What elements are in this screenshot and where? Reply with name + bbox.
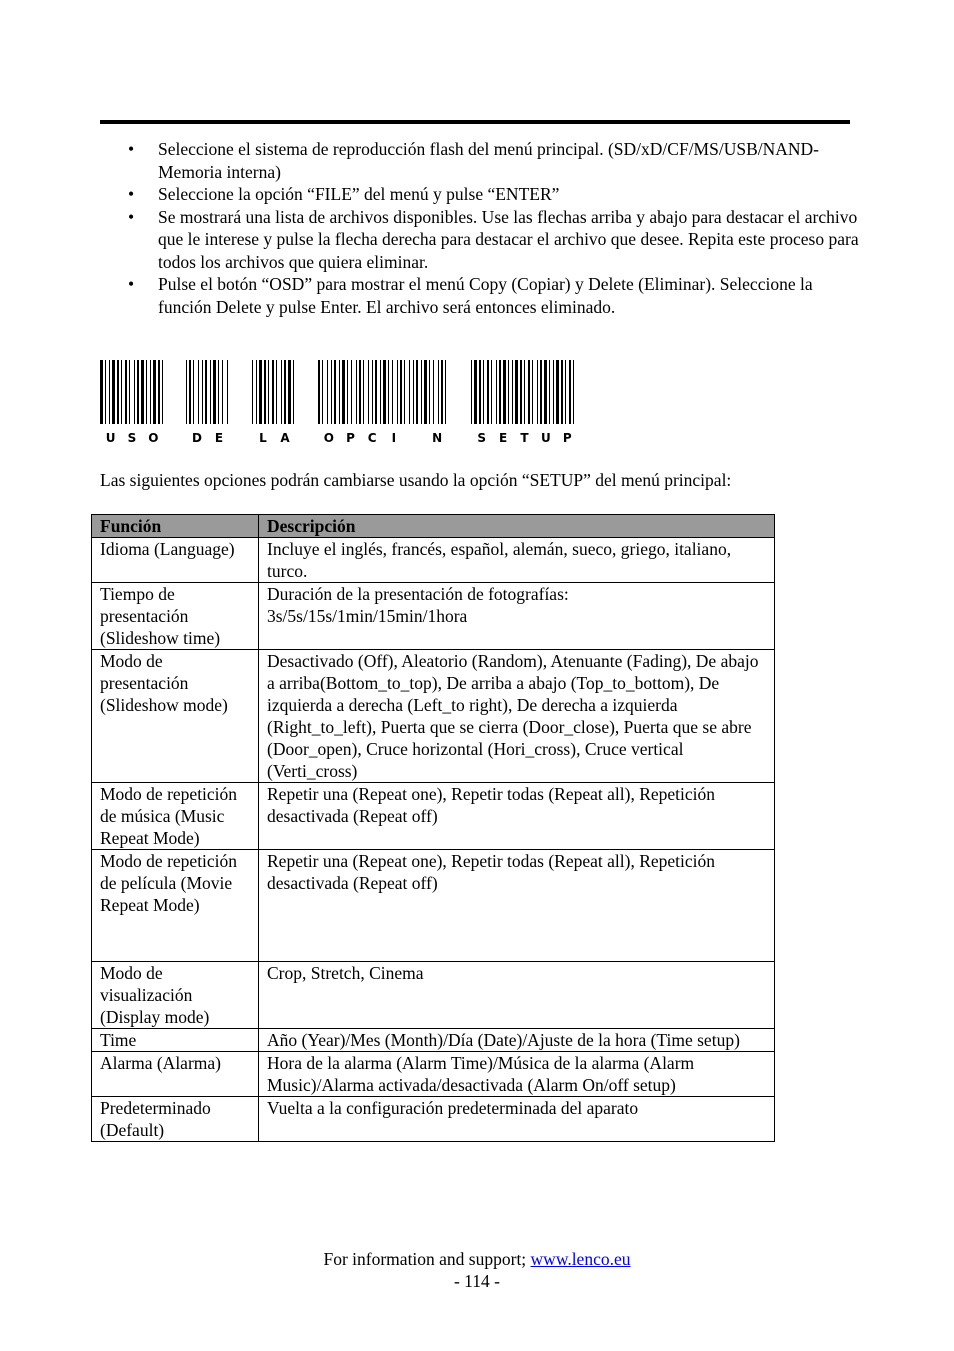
table-header-row bbox=[92, 515, 775, 538]
barcode-bar bbox=[508, 360, 509, 424]
barcode-bar bbox=[520, 360, 522, 424]
barcode-bar bbox=[524, 360, 525, 424]
table-row bbox=[92, 850, 775, 962]
description-cell: Año (Year)/Mes (Month)/Día (Date)/Ajuste de la hora (Time setup) bbox=[259, 1029, 775, 1052]
table-row bbox=[92, 1052, 775, 1097]
barcode-letter: U bbox=[541, 431, 551, 445]
barcode-bar bbox=[356, 360, 357, 424]
barcode-bar bbox=[499, 360, 501, 424]
barcode-bar bbox=[129, 360, 130, 424]
barcode-letter: P bbox=[346, 431, 355, 445]
barcode-bar bbox=[252, 360, 253, 424]
barcode-bar bbox=[528, 360, 530, 424]
barcode-bar bbox=[351, 360, 352, 424]
barcode-bar bbox=[276, 360, 277, 424]
barcode-letter: S bbox=[477, 431, 487, 445]
barcode-bar bbox=[342, 360, 345, 424]
barcode-bar bbox=[471, 360, 472, 424]
barcode-bar bbox=[565, 360, 566, 424]
barcode-bar bbox=[433, 360, 434, 424]
barcode-bar bbox=[549, 360, 550, 424]
bullet-icon: • bbox=[128, 139, 135, 159]
barcode-bar bbox=[503, 360, 506, 424]
barcode-bar bbox=[372, 360, 373, 424]
barcode-graphic bbox=[100, 358, 590, 448]
barcode-bar bbox=[375, 360, 377, 424]
barcode-bar bbox=[202, 360, 203, 424]
barcode-letter: A bbox=[280, 431, 290, 445]
support-link[interactable]: www.lenco.eu bbox=[530, 1249, 631, 1269]
list-item: • Se mostrará una lista de archivos disponibles. Use las flechas arriba y abajo para destacar el archivo que le interese y pulse la flecha derecha para destacar el archivo que desee. Repita este proceso para todos los archivos que quiera eliminar. bbox=[128, 206, 859, 272]
barcode-bar bbox=[105, 360, 106, 424]
barcode-bar bbox=[117, 360, 119, 424]
barcode-bar bbox=[210, 360, 211, 424]
list-item: • Seleccione el sistema de reproducción flash del menú principal. (SD/xD/CF/MS/USB/NAND-Memoria interna) bbox=[128, 139, 819, 182]
barcode-bar bbox=[227, 360, 228, 424]
barcode-bar bbox=[322, 360, 323, 424]
description-cell: Crop, Stretch, Cinema bbox=[259, 962, 775, 1029]
top-rule bbox=[100, 120, 850, 124]
table-row bbox=[92, 783, 775, 850]
list-item: • Seleccione la opción “FILE” del menú y pulse “ENTER” bbox=[128, 184, 560, 204]
function-cell: Time bbox=[92, 1029, 259, 1052]
barcode-bar bbox=[334, 360, 336, 424]
description-cell: Incluye el inglés, francés, español, alemán, sueco, griego, italiano, turco. bbox=[259, 538, 775, 583]
table-row bbox=[92, 583, 775, 650]
barcode-bar bbox=[383, 360, 386, 424]
barcode-bar bbox=[487, 360, 489, 424]
barcode-bar bbox=[268, 360, 269, 424]
barcode-bar bbox=[189, 360, 191, 424]
barcode-bar bbox=[429, 360, 430, 424]
barcode-bar bbox=[438, 360, 439, 424]
description-cell: Duración de la presentación de fotografías: 3s/5s/15s/1min/15min/1hora bbox=[259, 583, 775, 650]
barcode-bar bbox=[134, 360, 135, 424]
function-cell: Predeterminado (Default) bbox=[92, 1097, 259, 1142]
barcode-bar bbox=[256, 360, 257, 424]
instruction-list bbox=[100, 138, 860, 318]
barcode-letter: O bbox=[323, 431, 334, 445]
barcode-bar bbox=[288, 360, 291, 424]
barcode-letter: E bbox=[498, 431, 508, 445]
barcode-bar bbox=[213, 360, 216, 424]
barcode-letter: P bbox=[562, 431, 572, 445]
table-row bbox=[92, 650, 775, 783]
barcode-bar bbox=[474, 360, 477, 424]
column-header-description: Descripción bbox=[259, 515, 775, 538]
barcode-bar bbox=[205, 360, 207, 424]
barcode-bar bbox=[368, 360, 369, 424]
barcode-bar bbox=[125, 360, 127, 424]
barcode-bar bbox=[496, 360, 497, 424]
barcode-bar bbox=[281, 360, 282, 424]
support-line bbox=[0, 1248, 954, 1270]
barcode-bar bbox=[218, 360, 219, 424]
barcode-letter: T bbox=[520, 431, 529, 445]
barcode-bar bbox=[264, 360, 266, 424]
barcode-bar bbox=[331, 360, 332, 424]
barcode-bar bbox=[421, 360, 422, 424]
description-cell: Repetir una (Repeat one), Repetir todas (Repeat all), Repetición desactivada (Repeat off) bbox=[259, 783, 775, 850]
description-cell: Desactivado (Off), Aleatorio (Random), Atenuante (Fading), De abajo a arriba(Bottom_to_top), De arriba a abajo (Top_to_bottom), De izquierda a derecha (Left_to right), De derecha a izquierda (Right_to_left), Puerta que se cierra (Door_close), Puerta que se abre (Door_open), Cruce horizontal (Hori_cross), Cruce vertical (Verti_cross) bbox=[259, 650, 775, 783]
barcode-bar bbox=[400, 360, 402, 424]
barcode-bar bbox=[540, 360, 542, 424]
barcode-bar bbox=[569, 360, 571, 424]
barcode-bar bbox=[186, 360, 187, 424]
barcode-bar bbox=[363, 360, 364, 424]
barcode-bar bbox=[137, 360, 139, 424]
barcode-bar bbox=[515, 360, 518, 424]
barcode-bar bbox=[532, 360, 533, 424]
setup-options-table bbox=[91, 514, 775, 1142]
barcode-bar bbox=[339, 360, 340, 424]
barcode-bar bbox=[416, 360, 418, 424]
column-header-function: Función bbox=[92, 515, 259, 538]
barcode-letter: N bbox=[432, 431, 443, 445]
list-item: • Pulse el botón “OSD” para mostrar el menú Copy (Copiar) y Delete (Eliminar). Seleccione la función Delete y pulse Enter. El archivo será entonces eliminado. bbox=[128, 274, 813, 317]
barcode-bar bbox=[259, 360, 262, 424]
function-cell: Modo de presentación (Slideshow mode) bbox=[92, 650, 259, 783]
table-row bbox=[92, 1029, 775, 1052]
barcode-bar bbox=[573, 360, 574, 424]
intro-text: Las siguientes opciones podrán cambiarse usando la opción “SETUP” del menú principal: bbox=[100, 470, 732, 490]
function-cell: Idioma (Language) bbox=[92, 538, 259, 583]
barcode-bar bbox=[100, 360, 103, 424]
barcode-bar bbox=[479, 360, 481, 424]
barcode-letter: O bbox=[148, 431, 159, 445]
page-footer bbox=[0, 1248, 954, 1292]
barcode-bar bbox=[413, 360, 414, 424]
barcode-bar bbox=[318, 360, 320, 424]
barcode-bar bbox=[553, 360, 554, 424]
barcode-bar bbox=[380, 360, 381, 424]
barcode-bar bbox=[146, 360, 147, 424]
barcode-bar bbox=[158, 360, 160, 424]
barcode-bar bbox=[109, 360, 110, 424]
barcode-bar bbox=[483, 360, 484, 424]
barcode-bar bbox=[388, 360, 389, 424]
barcode-bar bbox=[537, 360, 538, 424]
description-cell: Vuelta a la configuración predeterminada del aparato bbox=[259, 1097, 775, 1142]
barcode-bar bbox=[409, 360, 410, 424]
barcode-bar bbox=[293, 360, 294, 424]
function-cell: Modo de visualización (Display mode) bbox=[92, 962, 259, 1029]
barcode-bar bbox=[284, 360, 286, 424]
bullet-icon: • bbox=[128, 206, 135, 227]
barcode-letter: C bbox=[367, 431, 377, 445]
barcode-bar bbox=[556, 360, 559, 424]
barcode-bar bbox=[441, 360, 443, 424]
barcode-bar bbox=[347, 360, 348, 424]
barcode-bar bbox=[112, 360, 115, 424]
barcode-bar bbox=[424, 360, 427, 424]
barcode-bar bbox=[150, 360, 151, 424]
barcode-bar bbox=[392, 360, 393, 424]
description-cell: Hora de la alarma (Alarm Time)/Música de la alarma (Alarm Music)/Alarma activada/desactivada (Alarm On/off setup) bbox=[259, 1052, 775, 1097]
page-number: - 114 - bbox=[453, 1271, 500, 1291]
barcode-bar bbox=[491, 360, 492, 424]
barcode-letter: E bbox=[214, 431, 224, 445]
barcode-bar bbox=[359, 360, 361, 424]
barcode-bar bbox=[153, 360, 156, 424]
table-row bbox=[92, 1097, 775, 1142]
barcode-bar bbox=[222, 360, 223, 424]
function-cell: Alarma (Alarma) bbox=[92, 1052, 259, 1097]
barcode-bar bbox=[272, 360, 274, 424]
barcode-letter: L bbox=[259, 431, 267, 445]
barcode-bar bbox=[162, 360, 163, 424]
barcode-bar bbox=[193, 360, 194, 424]
barcode-bar bbox=[544, 360, 547, 424]
table-row bbox=[92, 962, 775, 1029]
barcode-letter: I bbox=[391, 431, 397, 445]
barcode-bar bbox=[445, 360, 446, 424]
barcode-bar bbox=[397, 360, 398, 424]
function-cell: Modo de repetición de música (Music Repeat Mode) bbox=[92, 783, 259, 850]
table-row bbox=[92, 538, 775, 583]
barcode-bar bbox=[561, 360, 563, 424]
barcode-bar bbox=[198, 360, 199, 424]
barcode-bar bbox=[512, 360, 513, 424]
barcode-bar bbox=[121, 360, 122, 424]
barcode-bar bbox=[327, 360, 328, 424]
function-cell: Modo de repetición de película (Movie Repeat Mode) bbox=[92, 850, 259, 962]
description-cell: Repetir una (Repeat one), Repetir todas (Repeat all), Repetición desactivada (Repeat off) bbox=[259, 850, 775, 962]
section-heading-barcode bbox=[100, 358, 590, 448]
barcode-letter: D bbox=[192, 431, 202, 445]
support-text: For information and support; bbox=[323, 1249, 531, 1269]
bullet-icon: • bbox=[128, 184, 135, 204]
function-cell: Tiempo de presentación (Slideshow time) bbox=[92, 583, 259, 650]
barcode-letter: S bbox=[127, 431, 137, 445]
barcode-bar bbox=[141, 360, 144, 424]
bullet-icon: • bbox=[128, 274, 135, 294]
barcode-letter: U bbox=[105, 431, 116, 445]
barcode-bar bbox=[404, 360, 405, 424]
